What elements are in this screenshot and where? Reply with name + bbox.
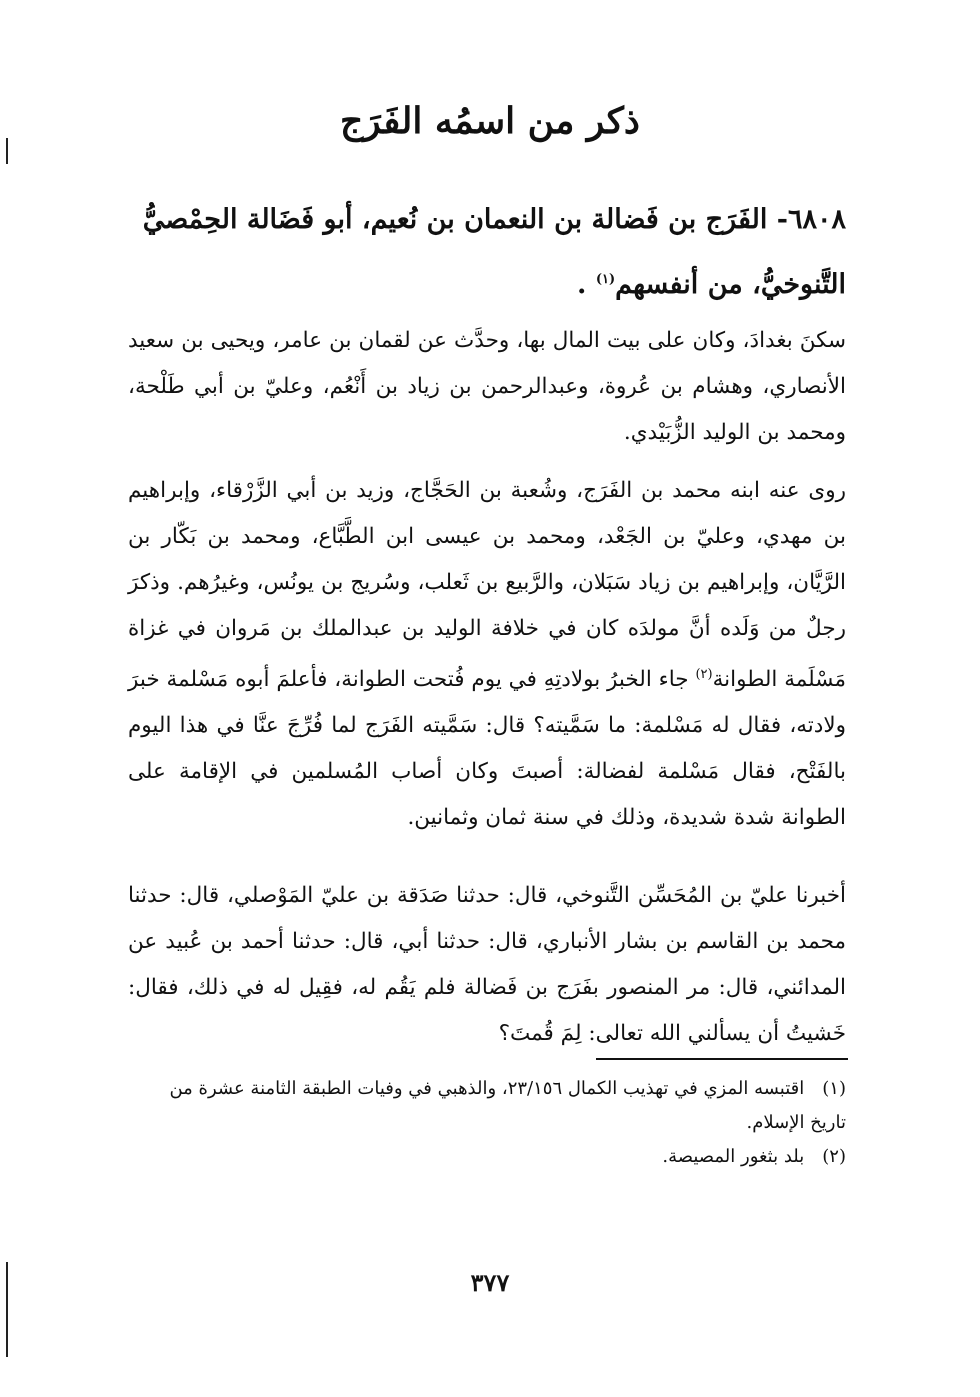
paragraph-narrators-part-a: روى عنه ابنه محمد بن الفَرَج، وشُعبة بن الحَجَّاج، وزيد بن أبي الزَّرْقاء، وإبراهيم بن مهدي، وعليّ بن الجَعْد، ومحمد بن عيسى ابن الطَّبَّاع، ومحمد بن بَكّار بن الرَّيَّان، وإبراهيم بن زياد سَبَلان، والرَّبيع بن ثَعلب، وسُريج بن يونُس، وغيرُهم. وذكرَ رجلٌ من وَلَده أنَّ مولدَه كان في خلافة الوليد بن عبدالملك بن مَروان في غزاة مَسْلَمة الطوانة	[128, 478, 846, 693]
entry-end: .	[577, 269, 596, 300]
page-title: ذكر من اسمُه الفَرَج	[340, 100, 640, 142]
entry-heading	[120, 190, 846, 315]
entry-text: - الفَرَج بن فَضالة بن النعمان بن نُعيم، أبو فَضَالة الحِمْصيُّ التَّنوخيُّ، من أنفسهم	[142, 204, 846, 300]
page-number: ٣٧٧	[470, 1268, 510, 1297]
footnote-text: بلد بثغور المصيصة.	[662, 1146, 805, 1167]
paragraph-anecdote: أخبرنا عليّ بن المُحَسِّن التَّنوخي، قال: حدثنا صَدَقة بن عليّ المَوْصلي، قال: حدثنا محمد بن القاسم بن بشار الأنباري، قال: حدثنا أبي، قال: حدثنا أحمد بن عُبيد عن المدائني، قال: مر المنصور بفَرَج بن فَضالة فلم يَقُم له، فقِيل له في ذلك، فقال: خَشيتُ أن يسألني الله تعالى: لِمَ قُمتَ؟	[128, 883, 846, 1046]
footnote-text: اقتبسه المزي في تهذيب الكمال ٢٣/١٥٦، والذهبي في وفيات الطبقة الثامنة عشرة من تاريخ الإسلام.	[169, 1078, 846, 1133]
footnotes	[128, 1072, 846, 1174]
entry-number: ٦٨٠٨	[787, 204, 846, 235]
footnote-number: (٢)	[822, 1146, 846, 1167]
paragraph-narrators	[128, 468, 846, 841]
paragraph-narrators-part-b: جاء الخبرُ بولادتِهِ في يوم فُتحت الطوانة، فأعلمَ أبوه مَسْلمة خبرَ ولادته، فقال له مَسْلمة: ما سَمَّيته؟ قال: سَمَّيته الفَرَج لما فُرِّجَ عنَّا في هذا اليوم بالفَتْح، فقال مَسْلمة لفضالة: أصبتَ وكان أصاب المُسلمين في الإقامة على الطوانة شدة شديدة، وذلك في سنة ثمان وثمانين.	[128, 667, 846, 831]
footnote-ref-1[interactable]: (١)	[595, 272, 616, 287]
footnote-1	[128, 1072, 846, 1140]
footnote-2	[128, 1140, 846, 1174]
footnote-ref-2[interactable]: (٢)	[695, 667, 713, 682]
footnote-number: (١)	[822, 1078, 846, 1099]
paragraph-residence: سكنَ بغدادَ، وكان على بيت المال بها، وحدَّث عن لقمان بن عامر، ويحيى بن سعيد الأنصاري، وهشام بن عُروة، وعبدالرحمن بن زياد بن أَنْعُم، وعليّ بن أبي طَلْحة، ومحمد بن الوليد الزُّبَيْدي.	[128, 328, 846, 445]
footnote-divider	[596, 1058, 848, 1060]
